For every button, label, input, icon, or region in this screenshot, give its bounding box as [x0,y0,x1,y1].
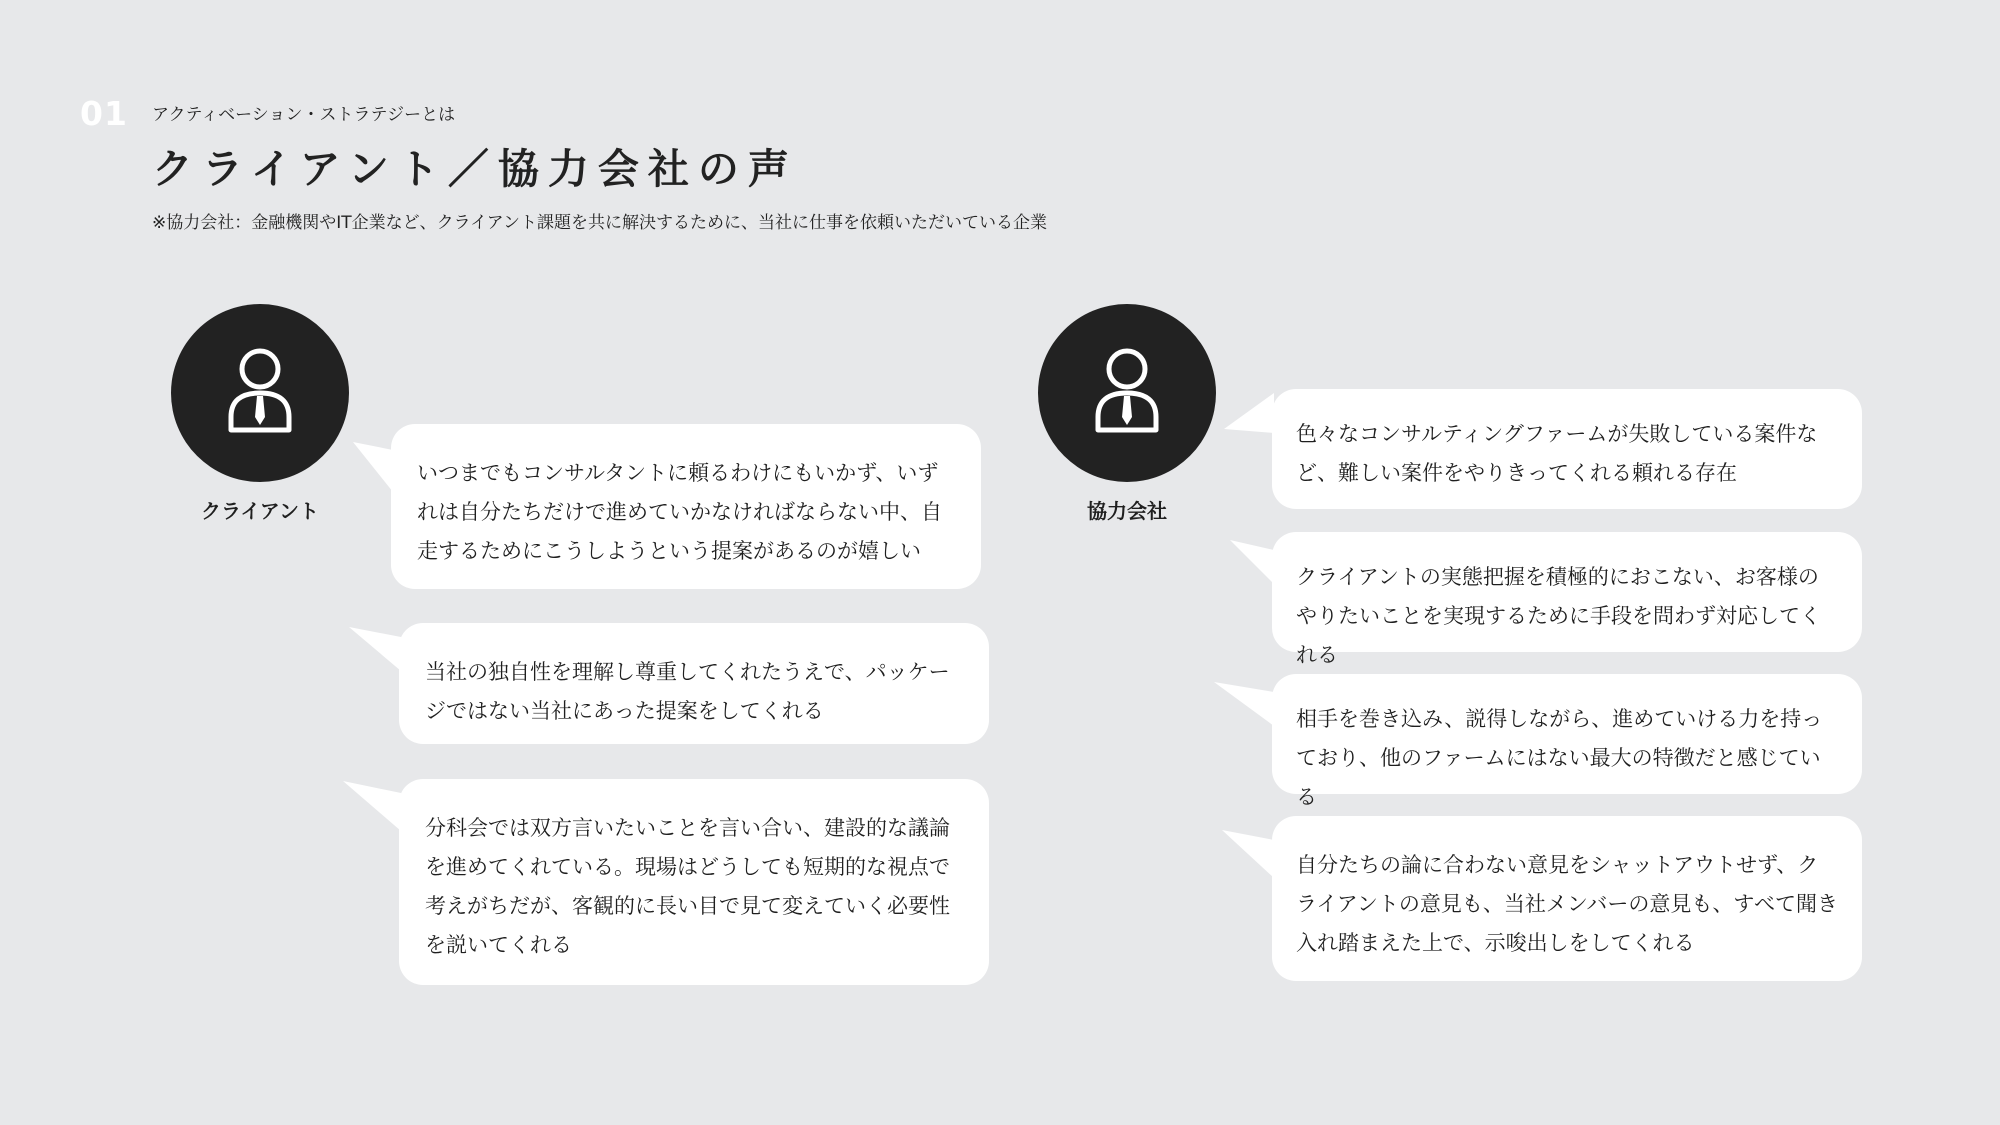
client-comment-text: 分科会では双方言いたいことを言い合い、建設的な議論を進めてくれている。現場はどうしても短期的な視点で考えがちだが、客観的に長い目で見て変えていく必要性を説いてくれる [425,816,950,957]
client-comment-bubble [399,623,989,744]
client-comment-bubble [391,424,981,589]
partner-comment-bubble [1272,816,1862,981]
speech-bubble-tail [353,442,393,492]
partner-comment-bubble [1272,532,1862,667]
client-label: クライアント [201,499,319,523]
partner-comment-bubble [1272,389,1862,509]
partner-comment-text: クライアントの実態把握を積極的におこない、お客様のやりたいことを実現するために手段を問わず対応してくれる [1296,565,1821,667]
section-name: アクティベーション・ストラテジーとは [152,105,456,125]
partner-comment-bubble [1272,674,1862,809]
person-with-tie-icon [171,304,349,482]
partner-label: 協力会社 [1087,499,1167,523]
section-number: 01 [80,94,128,133]
speech-bubble-tail [1224,393,1274,433]
client-avatar [171,304,349,482]
partner-comment-text: 相手を巻き込み、説得しながら、進めていける力を持っており、他のファームにはない最大の特徴だと感じている [1296,707,1823,809]
page-title: クライアント／協力会社の声 [152,145,798,193]
client-comment-bubble [399,779,989,985]
partner-avatar [1038,304,1216,482]
speech-bubble-tail [1230,540,1274,584]
partner-comment-text: 色々なコンサルティングファームが失敗している案件など、難しい案件をやりきってくれる頼れる存在 [1296,422,1818,485]
partner-comment-text: 自分たちの論に合わない意見をシャットアウトせず、クライアントの意見も、当社メンバーの意見も、すべて聞き入れ踏まえた上で、示唆出しをしてくれる [1296,853,1839,955]
page-note: ※協力会社：金融機関やIT企業など、クライアント課題を共に解決するために、当社に仕事を依頼いただいている企業 [152,213,1047,233]
client-comment-text: いつまでもコンサルタントに頼るわけにもいかず、いずれは自分たちだけで進めていかなければならない中、自走するためにこうしようという提案があるのが嬉しい [417,461,942,563]
speech-bubble-tail [349,627,401,671]
speech-bubble-tail [1222,830,1274,878]
speech-bubble-tail [343,781,401,831]
person-with-tie-icon [1038,304,1216,482]
speech-bubble-tail [1214,682,1274,726]
client-comment-text: 当社の独自性を理解し尊重してくれたうえで、パッケージではない当社にあった提案をしてくれる [425,660,950,723]
